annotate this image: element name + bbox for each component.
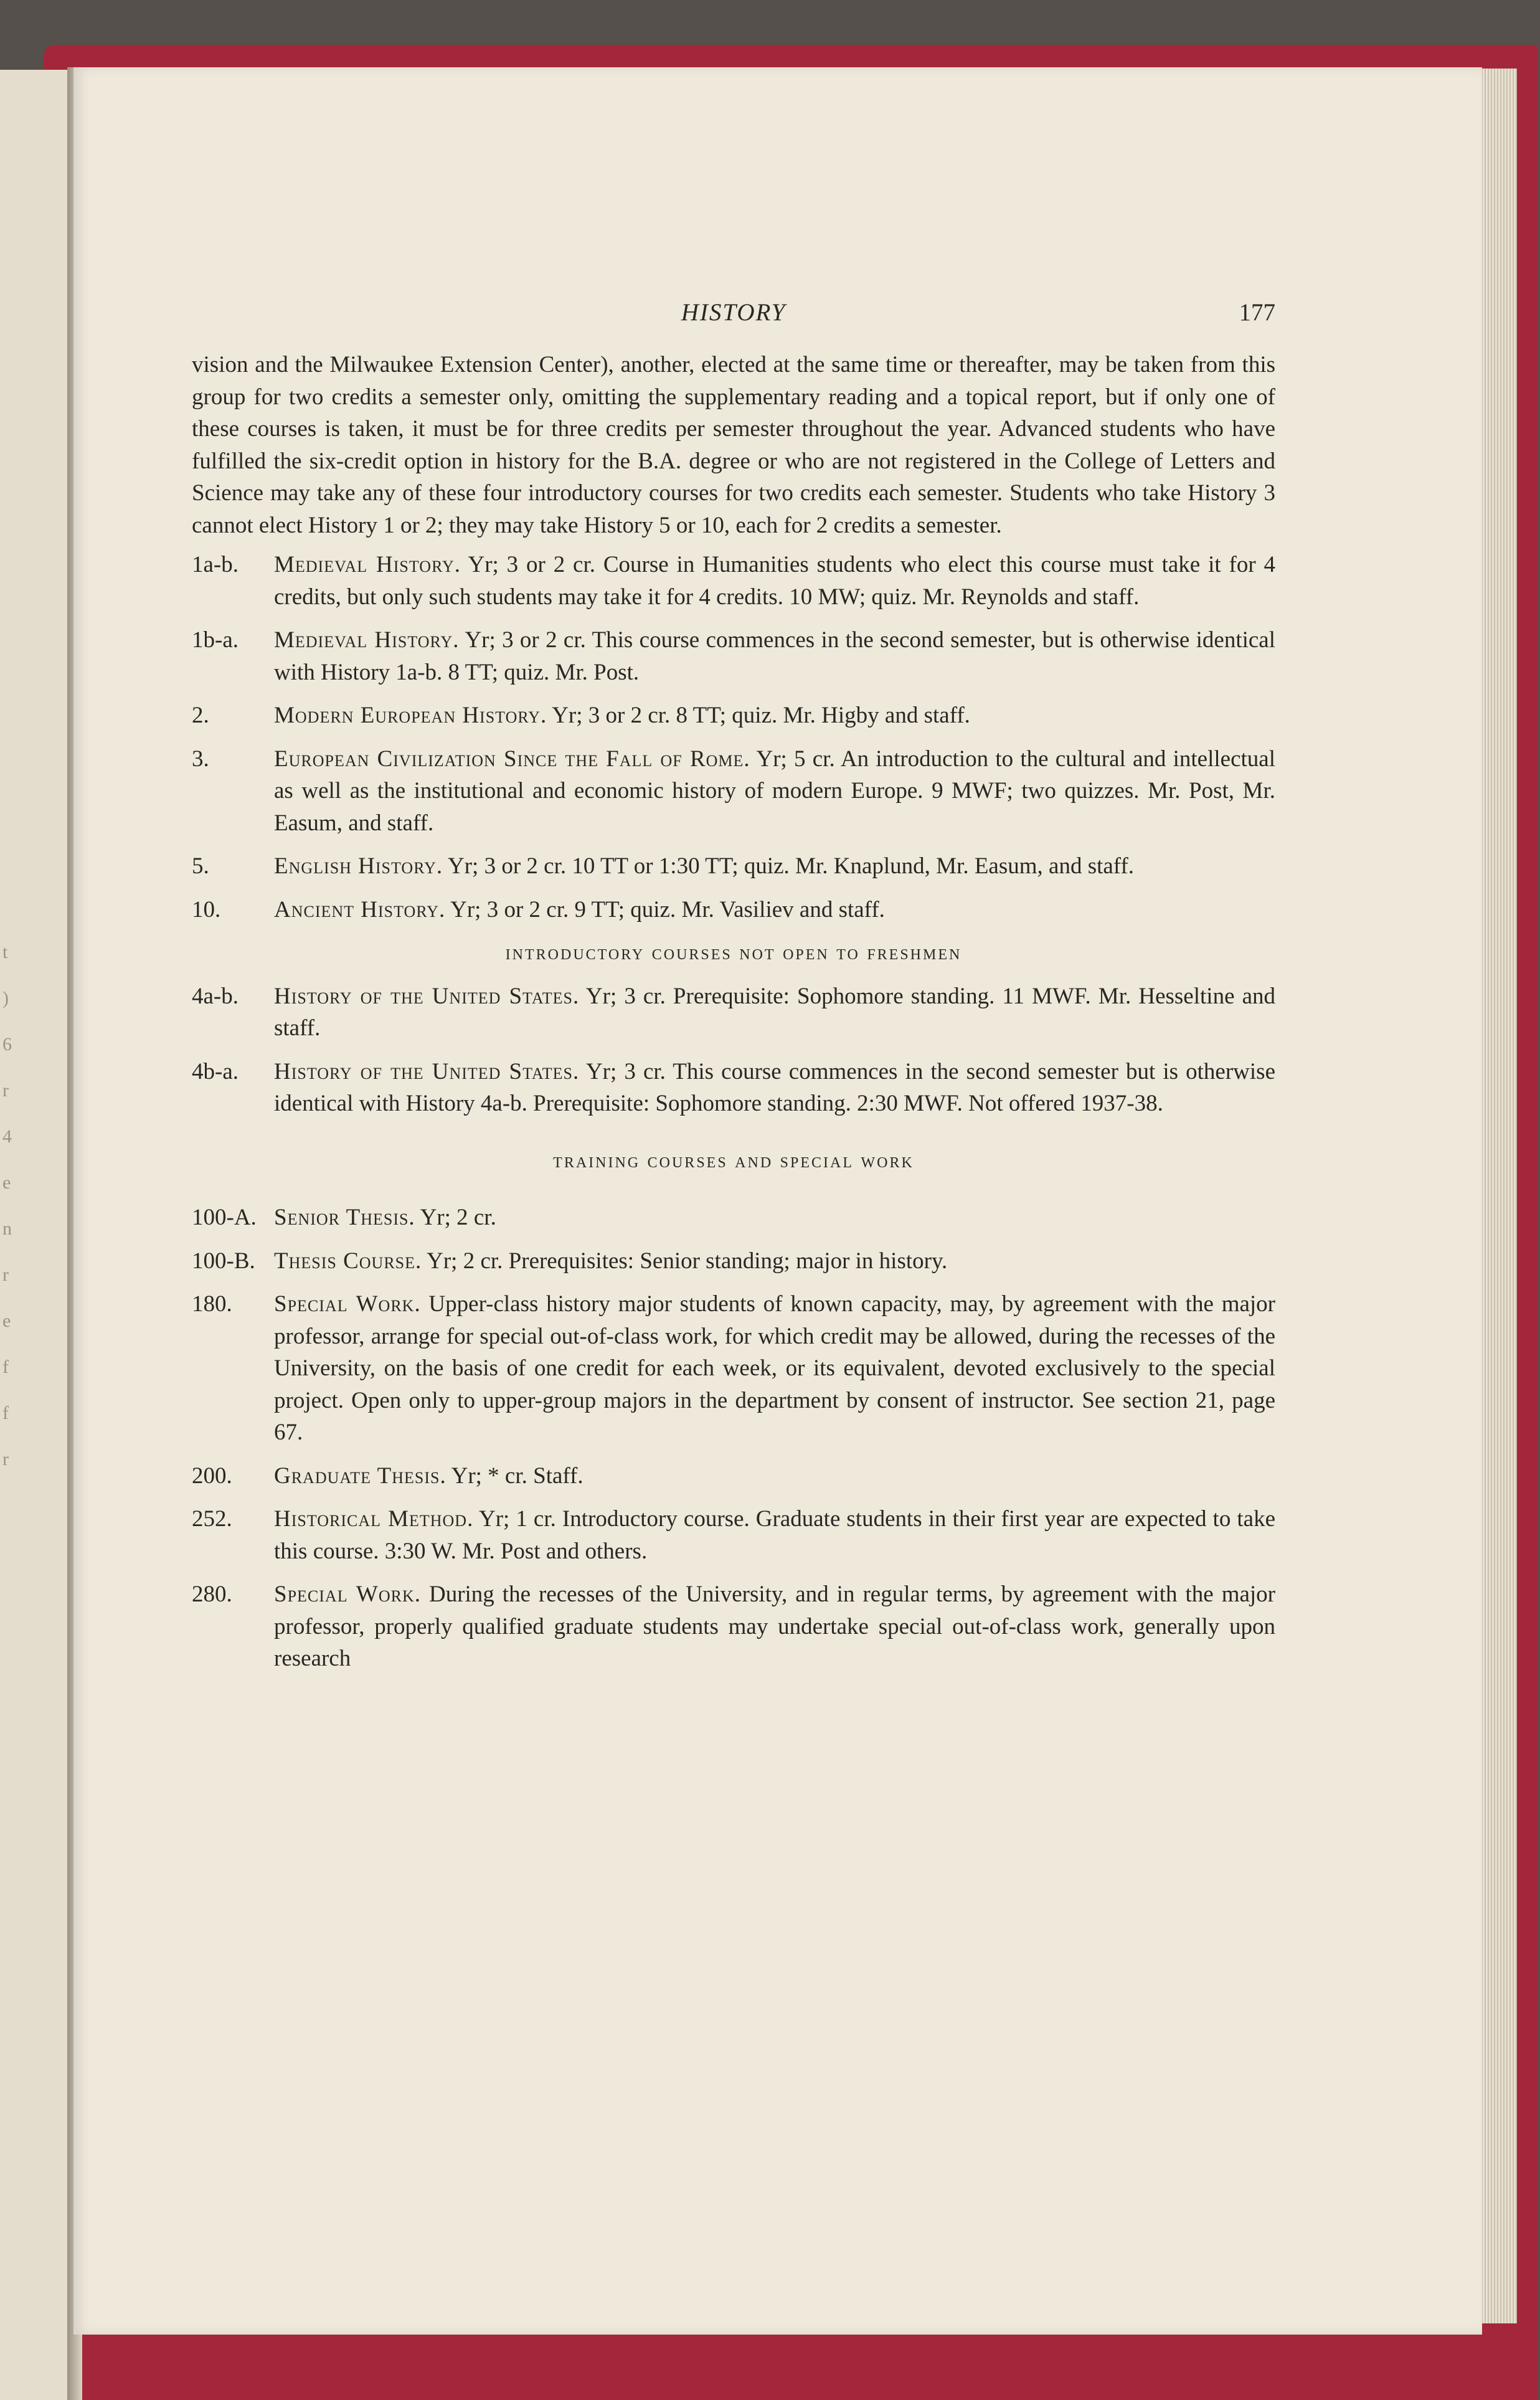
course-number: 3. — [192, 746, 209, 772]
section-heading-training: training courses and special work — [553, 1149, 914, 1172]
course-title: Modern European History. — [274, 703, 547, 728]
course-description: Yr; 3 or 2 cr. Course in Humanities students who elect this course must take it for 4 credits, but only such students may take it for 4 credits. 10 MW; quiz. Mr. Reynolds and staff. — [274, 552, 1275, 610]
course-description: Yr; 3 or 2 cr. 10 TT or 1:30 TT; quiz. Mr. Knaplund, Mr. Easum, and staff. — [443, 853, 1135, 879]
course-description: Yr; * cr. Staff. — [446, 1463, 583, 1489]
page-number: 177 — [1239, 299, 1275, 326]
course-number: 200. — [192, 1463, 232, 1489]
course-title: Medieval History. — [274, 552, 461, 577]
course-description: Yr; 3 cr. This course commences in the second semester but is otherwise identical with History 4a-b. Prerequisite: Sophomore standing. 2:30 MWF. Not offered 1937-38. — [274, 1058, 1275, 1116]
course-number: 180. — [192, 1291, 232, 1317]
section-heading-intro-not-freshmen: introductory courses not open to freshmen — [505, 941, 962, 964]
facing-page-edge — [0, 70, 71, 2400]
course-number: 100-A. — [192, 1205, 257, 1230]
course-title: History of the United States. — [274, 1058, 580, 1084]
course-number: 4b-a. — [192, 1058, 239, 1084]
course-entry — [192, 549, 1275, 613]
course-title: Historical Method. — [274, 1506, 474, 1532]
course-number: 5. — [192, 853, 209, 879]
course-entry — [192, 1245, 1275, 1278]
course-description: Yr; 3 or 2 cr. 8 TT; quiz. Mr. Higby and staff. — [547, 703, 970, 728]
course-description: Yr; 5 cr. An introduction to the cultural and intellectual as well as the institutional and economic history of modern Europe. 9 MWF; two quizzes. Mr. Post, Mr. Easum, and staff. — [274, 746, 1275, 836]
course-entry — [192, 1056, 1275, 1120]
page-header — [192, 296, 1275, 335]
course-title: Ancient History. — [274, 896, 446, 923]
course-description: Yr; 2 cr. Prerequisites: Senior standing; major in history. — [422, 1248, 948, 1274]
course-number: 1b-a. — [192, 627, 239, 653]
course-number: 4a-b. — [192, 983, 239, 1009]
course-title: English History. — [274, 853, 443, 879]
facing-page-marks: t ) 6 r 4 e n r e f f r — [2, 942, 12, 1469]
course-entry — [192, 1460, 1275, 1492]
course-description: Yr; 3 cr. Prerequisite: Sophomore standing. 11 MWF. Mr. Hesseltine and staff. — [274, 983, 1275, 1041]
course-description: During the recesses of the University, and in regular terms, by agreement with the major professor, properly qualified graduate students may undertake special out-of-class work, generally upon research — [274, 1582, 1275, 1671]
course-title: Special Work. — [274, 1291, 421, 1317]
course-number: 252. — [192, 1506, 232, 1532]
course-title: Graduate Thesis. — [274, 1463, 446, 1489]
course-entry — [192, 1578, 1275, 1675]
course-title: European Civilization Since the Fall of Rome. — [274, 746, 750, 772]
course-description: Yr; 1 cr. Introductory course. Graduate students in their first year are expected to take this course. 3:30 W. Mr. Post and others. — [274, 1506, 1275, 1564]
course-entry — [192, 850, 1275, 883]
page-content — [192, 296, 1275, 1686]
course-description: Yr; 2 cr. — [415, 1205, 496, 1230]
course-list-introductory — [192, 549, 1275, 926]
course-list-us-history — [192, 980, 1275, 1120]
course-entry — [192, 980, 1275, 1045]
course-title: Special Work. — [274, 1582, 421, 1607]
intro-paragraph: vision and the Milwaukee Extension Center), another, elected at the same time or thereafter, may be taken from this group for two credits a semester only, omitting the supplementary reading and a topical report, but if only one of these courses is taken, it must be for three credits per semester throughout the year. Advanced students who have fulfilled the six-credit option in history for the B.A. degree or who are not registered in the College of Letters and Science may take any of these four introductory courses for two credits each semester. Students who take History 3 cannot elect History 1 or 2; they may take History 5 or 10, each for 2 credits a semester. — [192, 352, 1275, 538]
course-entry — [192, 743, 1275, 840]
course-number: 1a-b. — [192, 552, 239, 577]
running-head: HISTORY — [681, 299, 787, 326]
course-title: Senior Thesis. — [274, 1205, 415, 1230]
course-description: Yr; 3 or 2 cr. 9 TT; quiz. Mr. Vasiliev and staff. — [445, 896, 885, 923]
course-number: 280. — [192, 1582, 232, 1607]
course-number: 2. — [192, 703, 209, 728]
course-entry — [192, 1503, 1275, 1567]
course-entry — [192, 1202, 1275, 1234]
course-title: History of the United States. — [274, 983, 580, 1009]
course-entry — [192, 1288, 1275, 1449]
course-description: Upper-class history major students of known capacity, may, by agreement with the major professor, arrange for special out-of-class work, for which credit may be allowed, during the recesses of the University, on the basis of one credit for each week, or its equivalent, devoted exclusively to the special project. Open only to upper-group majors in the department by consent of instructor. See section 21, page 67. — [274, 1291, 1275, 1445]
course-description: Yr; 3 or 2 cr. This course commences in the second semester, but is otherwise identical with History 1a-b. 8 TT; quiz. Mr. Post. — [274, 627, 1275, 685]
course-entry — [192, 624, 1275, 688]
course-number: 100-B. — [192, 1248, 255, 1274]
course-list-training — [192, 1202, 1275, 1675]
course-number: 10. — [192, 896, 221, 923]
course-title: Thesis Course. — [274, 1248, 422, 1274]
course-title: Medieval History. — [274, 627, 460, 653]
course-entry — [192, 894, 1275, 926]
course-entry — [192, 700, 1275, 732]
